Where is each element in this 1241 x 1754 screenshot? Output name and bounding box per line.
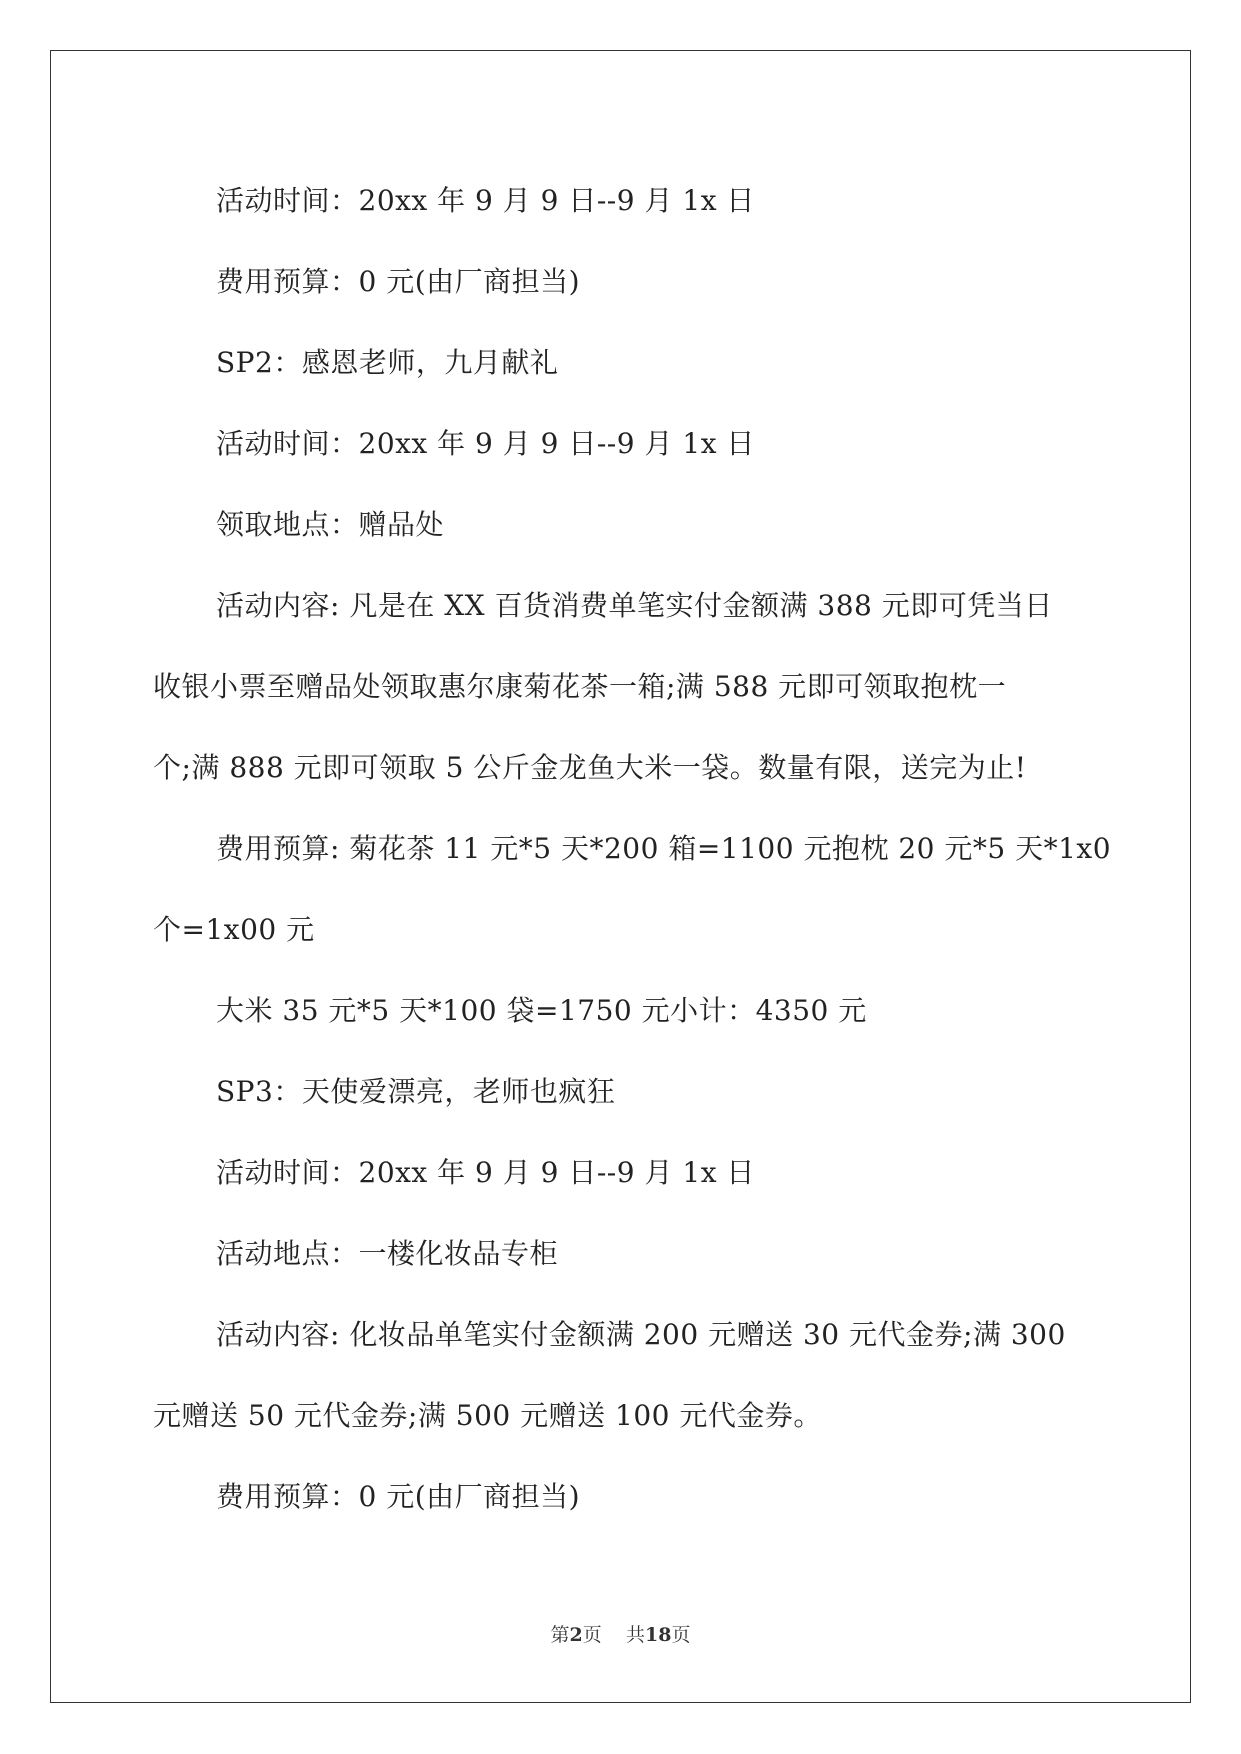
- footer-page-number: 2: [569, 1624, 583, 1646]
- text-line: 大米 35 元*5 天*100 袋=1750 元小计：4350 元: [216, 994, 867, 1027]
- footer-total-prefix: 共: [625, 1624, 645, 1646]
- text-line: 活动内容: 凡是在 XX 百货消费单笔实付金额满 388 元即可凭当日: [216, 589, 1053, 622]
- footer-prefix: 第: [550, 1624, 570, 1646]
- text-line: 费用预算: 菊花茶 11 元*5 天*200 箱=1100 元抱枕 20 元*5 天*1x0: [216, 832, 1112, 865]
- footer-total-pages: 18: [644, 1624, 672, 1646]
- text-line: 活动时间：20xx 年 9 月 9 日--9 月 1x 日: [216, 184, 755, 217]
- text-line: 活动内容: 化妆品单笔实付金额满 200 元赠送 30 元代金券;满 300: [216, 1318, 1066, 1351]
- text-line: 个=1x00 元: [153, 913, 315, 946]
- text-line: 活动地点：一楼化妆品专柜: [216, 1237, 559, 1270]
- text-line: 领取地点：赠品处: [216, 508, 445, 541]
- text-line: 收银小票至赠品处领取惠尔康菊花茶一箱;满 588 元即可领取抱枕一: [153, 670, 1007, 703]
- text-line: SP2：感恩老师，九月献礼: [216, 346, 559, 379]
- text-line: 个;满 888 元即可领取 5 公斤金龙鱼大米一袋。数量有限，送完为止!: [153, 751, 1027, 784]
- text-line: 活动时间：20xx 年 9 月 9 日--9 月 1x 日: [216, 1156, 755, 1189]
- text-line: 活动时间：20xx 年 9 月 9 日--9 月 1x 日: [216, 427, 755, 460]
- footer-total-suffix: 页: [671, 1624, 691, 1646]
- text-line: 费用预算：0 元(由厂商担当): [216, 265, 581, 298]
- page-footer: [0, 1620, 1241, 1647]
- document-body: [153, 160, 1112, 1537]
- footer-page-suffix: 页: [582, 1624, 602, 1646]
- text-line: SP3：天使爱漂亮，老师也疯狂: [216, 1075, 616, 1108]
- text-line: 元赠送 50 元代金券;满 500 元赠送 100 元代金券。: [153, 1399, 822, 1432]
- text-line: 费用预算：0 元(由厂商担当): [216, 1480, 581, 1513]
